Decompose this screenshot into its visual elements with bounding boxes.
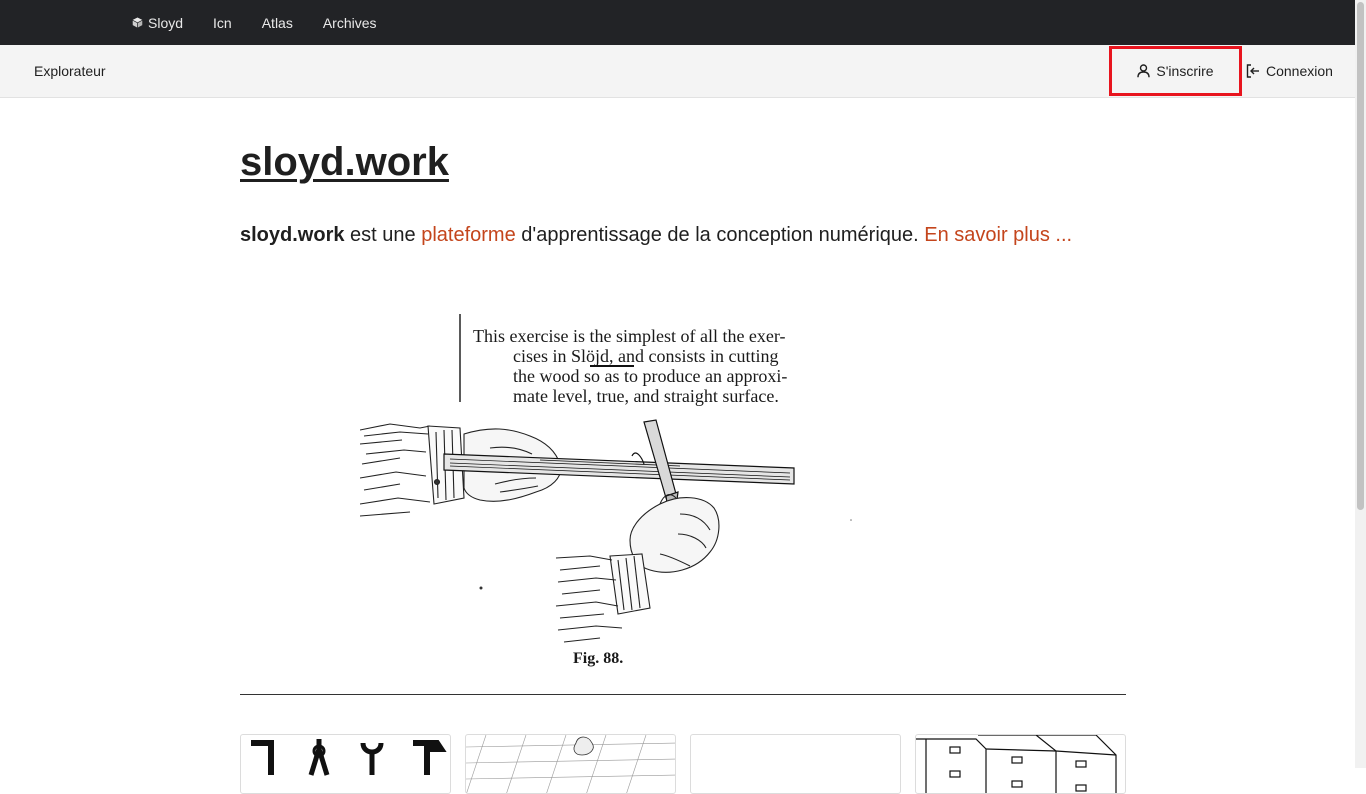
sloyd-illustration bbox=[360, 308, 860, 678]
signup-label: S'inscrire bbox=[1156, 63, 1214, 79]
nav-link-archives[interactable]: Archives bbox=[322, 14, 377, 31]
figure-text-line-2: cises in Slöjd, and consists in cutting bbox=[513, 346, 779, 366]
login-button[interactable] bbox=[1246, 45, 1333, 97]
figure-caption: Fig. 88. bbox=[573, 650, 624, 667]
intro-text-2: d'apprentissage de la conception numérique. bbox=[515, 224, 925, 246]
lower-hand-drawing bbox=[556, 495, 719, 642]
figure-text-line-4: mate level, true, and straight surface. bbox=[513, 386, 779, 406]
brand-link[interactable] bbox=[132, 15, 183, 31]
card-drawing-grid[interactable] bbox=[465, 734, 676, 794]
grid-drawing-icon bbox=[466, 735, 676, 794]
top-navbar bbox=[0, 0, 1355, 45]
card-tools[interactable] bbox=[240, 734, 451, 794]
nav-link-atlas[interactable]: Atlas bbox=[261, 14, 293, 31]
intro-text-1: est une bbox=[344, 224, 422, 246]
figure-text-line-3: the wood so as to produce an approxi- bbox=[513, 366, 788, 386]
brand-label: Sloyd bbox=[148, 14, 184, 31]
tools-icon bbox=[241, 735, 451, 794]
section-divider bbox=[240, 694, 1126, 695]
platform-link[interactable]: plateforme bbox=[421, 224, 516, 246]
login-label: Connexion bbox=[1266, 63, 1333, 79]
figure-text-line-1: This exercise is the simplest of all the exer- bbox=[473, 326, 786, 346]
signup-button[interactable] bbox=[1109, 46, 1242, 96]
learn-more-link[interactable]: En savoir plus ... bbox=[924, 224, 1073, 246]
sub-navbar bbox=[0, 45, 1355, 98]
scrollbar-thumb[interactable] bbox=[1357, 2, 1364, 510]
nav-link-icn[interactable]: Icn bbox=[213, 14, 232, 31]
user-icon bbox=[1137, 64, 1150, 78]
page-title[interactable]: sloyd.work bbox=[240, 140, 449, 184]
intro-site-name: sloyd.work bbox=[240, 224, 345, 246]
cabinet-drawing-icon bbox=[916, 735, 1126, 794]
explorer-link[interactable]: Explorateur bbox=[34, 63, 106, 79]
card-cabinets[interactable] bbox=[915, 734, 1126, 794]
intro-paragraph bbox=[240, 224, 1072, 247]
cube-icon bbox=[132, 17, 143, 28]
login-icon bbox=[1246, 64, 1260, 78]
card-blank[interactable] bbox=[690, 734, 901, 794]
